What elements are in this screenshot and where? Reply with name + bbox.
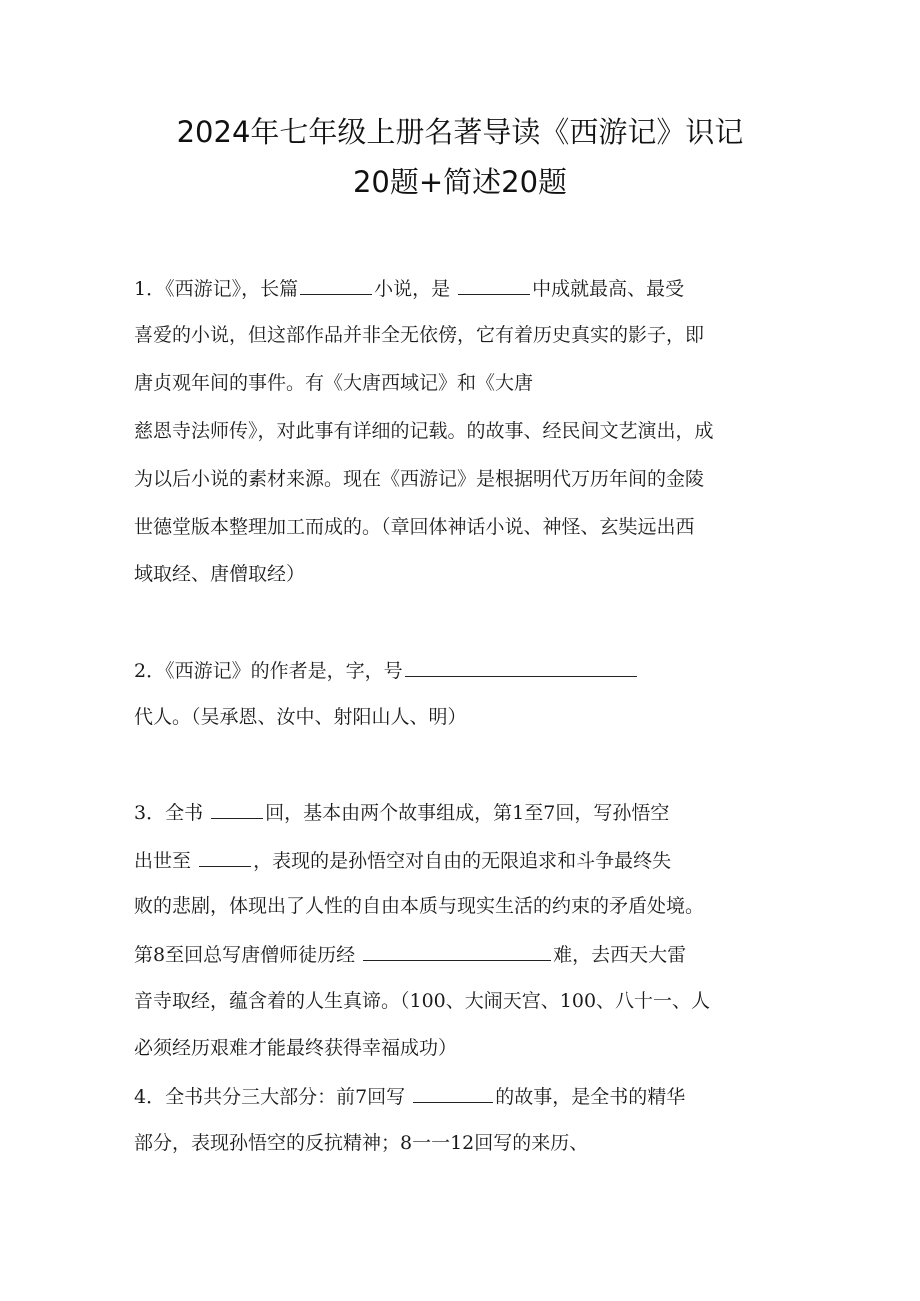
- document-title-line-2: 20题+简述20题: [352, 165, 568, 199]
- q1-text: 中成就最高、最受: [532, 278, 685, 300]
- q3-line-1: [134, 798, 669, 826]
- q1-line-6: 世德堂版本整理加工而成的。（章回体神话小说、神怪、玄奘远出西: [134, 516, 695, 538]
- q4-line-2: 部分，表现孙悟空的反抗精神；8一一12回写的来历、: [134, 1132, 589, 1154]
- q3-line-4: [134, 940, 686, 968]
- q3-blank-1: [211, 798, 263, 819]
- q2-text: 2．《西游记》的作者是，字，号: [134, 660, 403, 682]
- q3-line-2: [134, 846, 671, 874]
- q2-line-2: 代人。（吴承恩、汝中、射阳山人、明）: [134, 706, 467, 728]
- q4-text: 的故事，是全书的精华: [495, 1086, 686, 1108]
- q4-line-1: [134, 1082, 685, 1110]
- q3-text: 3．全书: [134, 802, 204, 824]
- q3-text: 难，去西天大雷: [553, 944, 687, 966]
- q3-line-5: 音寺取经，蕴含着的人生真谛。（100、大闹天宫、100、八十一、人: [134, 990, 711, 1012]
- q3-text: ，表现的是孙悟空对自由的无限追求和斗争最终失: [253, 850, 672, 872]
- q3-blank-2: [199, 846, 251, 867]
- q3-line-6: 必须经历艰难才能最终获得幸福成功）: [134, 1037, 458, 1059]
- q1-line-3: 唐贞观年间的事件。有《大唐西域记》和《大唐: [134, 372, 534, 394]
- q1-line-7: 域取经、唐僧取经）: [134, 563, 306, 585]
- q1-text: 小说，是: [374, 278, 451, 300]
- q3-line-3: 败的悲剧，体现出了人性的自由本质与现实生活的约束的矛盾处境。: [134, 895, 705, 917]
- q1-blank-1: [300, 274, 372, 295]
- q1-line-2: 喜爱的小说，但这部作品并非全无依傍，它有着历史真实的影子，即: [134, 324, 705, 346]
- q1-line-1: [134, 274, 684, 302]
- q1-text: 1．《西游记》，长篇: [134, 278, 299, 300]
- q1-line-5: 为以后小说的素材来源。现在《西游记》是根据明代万历年间的金陵: [134, 468, 705, 490]
- q3-text: 出世至: [134, 850, 192, 872]
- q3-text: 第8至回总写唐僧师徒历经: [134, 944, 356, 966]
- q1-blank-2: [458, 274, 530, 295]
- q3-blank-3: [363, 940, 551, 961]
- q4-blank-1: [413, 1082, 493, 1103]
- q3-text: 回，基本由两个故事组成，第1至7回，写孙悟空: [265, 802, 670, 824]
- q2-line-1: [134, 656, 639, 684]
- q4-text: 4．全书共分三大部分：前7回写: [134, 1086, 406, 1108]
- q1-line-4: 慈恩寺法师传》，对此事有详细的记载。的故事、经民间文艺演出，成: [134, 420, 714, 442]
- document-title-line-1: 2024年七年级上册名著导读《西游记》识记: [176, 115, 744, 149]
- q2-blank: [405, 656, 637, 677]
